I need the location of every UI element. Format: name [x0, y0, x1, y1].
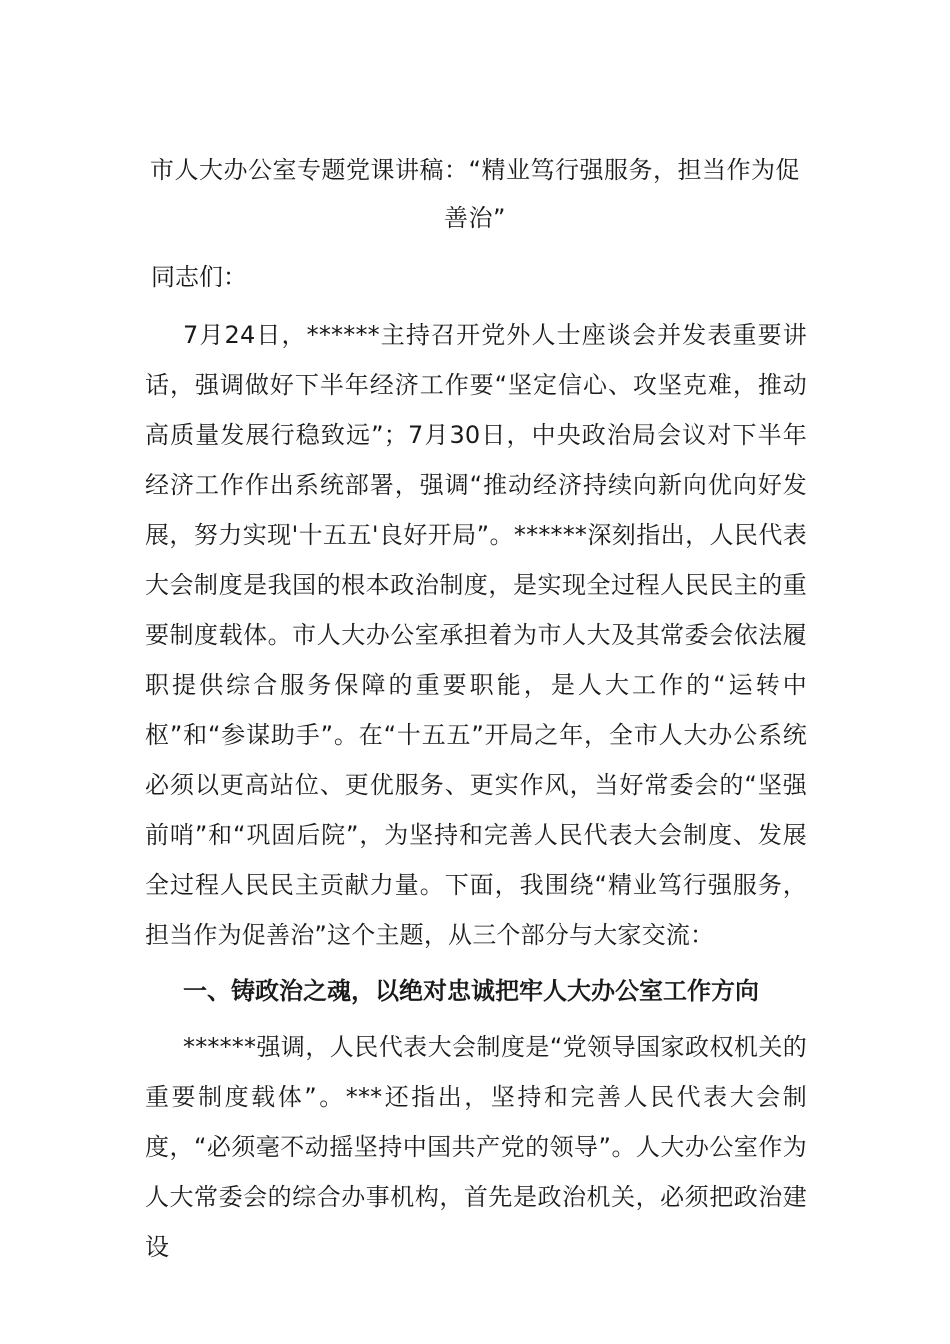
paragraph-section-1: ******强调，人民代表大会制度是“党领导国家政权机关的重要制度载体”。***还指出，坚持和完善人民代表大会制度，“必须毫不动摇坚持中国共产党的领导”。人大办公室作为人大常委会的综合办事机构，首先是政治机关，必须把政治建设 — [145, 1033, 807, 1261]
document-title: 市人大办公室专题党课讲稿：“精业笃行强服务，担当作为促善治” — [150, 156, 800, 232]
salutation: 同志们： — [151, 263, 247, 291]
paragraph-intro: 7月24日，******主持召开党外人士座谈会并发表重要讲话，强调做好下半年经济工作要“坚定信心、攻坚克难，推动高质量发展行稳致远”；7月30日，中央政治局会议对下半年经济工作作出系统部署，强调“推动经济持续向新向优向好发展，努力实现'十五五'良好开局”。******深刻指出，人民代表大会制度是我国的根本政治制度，是实现全过程人民民主的重要制度载体。市人大办公室承担着为市人大及其常委会依法履职提供综合服务保障的重要职能，是人大工作的“运转中枢”和“参谋助手”。在“十五五”开局之年，全市人大办公系统必须以更高站位、更优服务、更实作风，当好常委会的“坚强前哨”和“巩固后院”，为坚持和完善人民代表大会制度、发展全过程人民民主贡献力量。下面，我围绕“精业笃行强服务，担当作为促善治”这个主题，从三个部分与大家交流： — [145, 321, 807, 949]
section-heading-1: 一、铸政治之魂，以绝对忠诚把牢人大办公室工作方向 — [183, 977, 759, 1005]
